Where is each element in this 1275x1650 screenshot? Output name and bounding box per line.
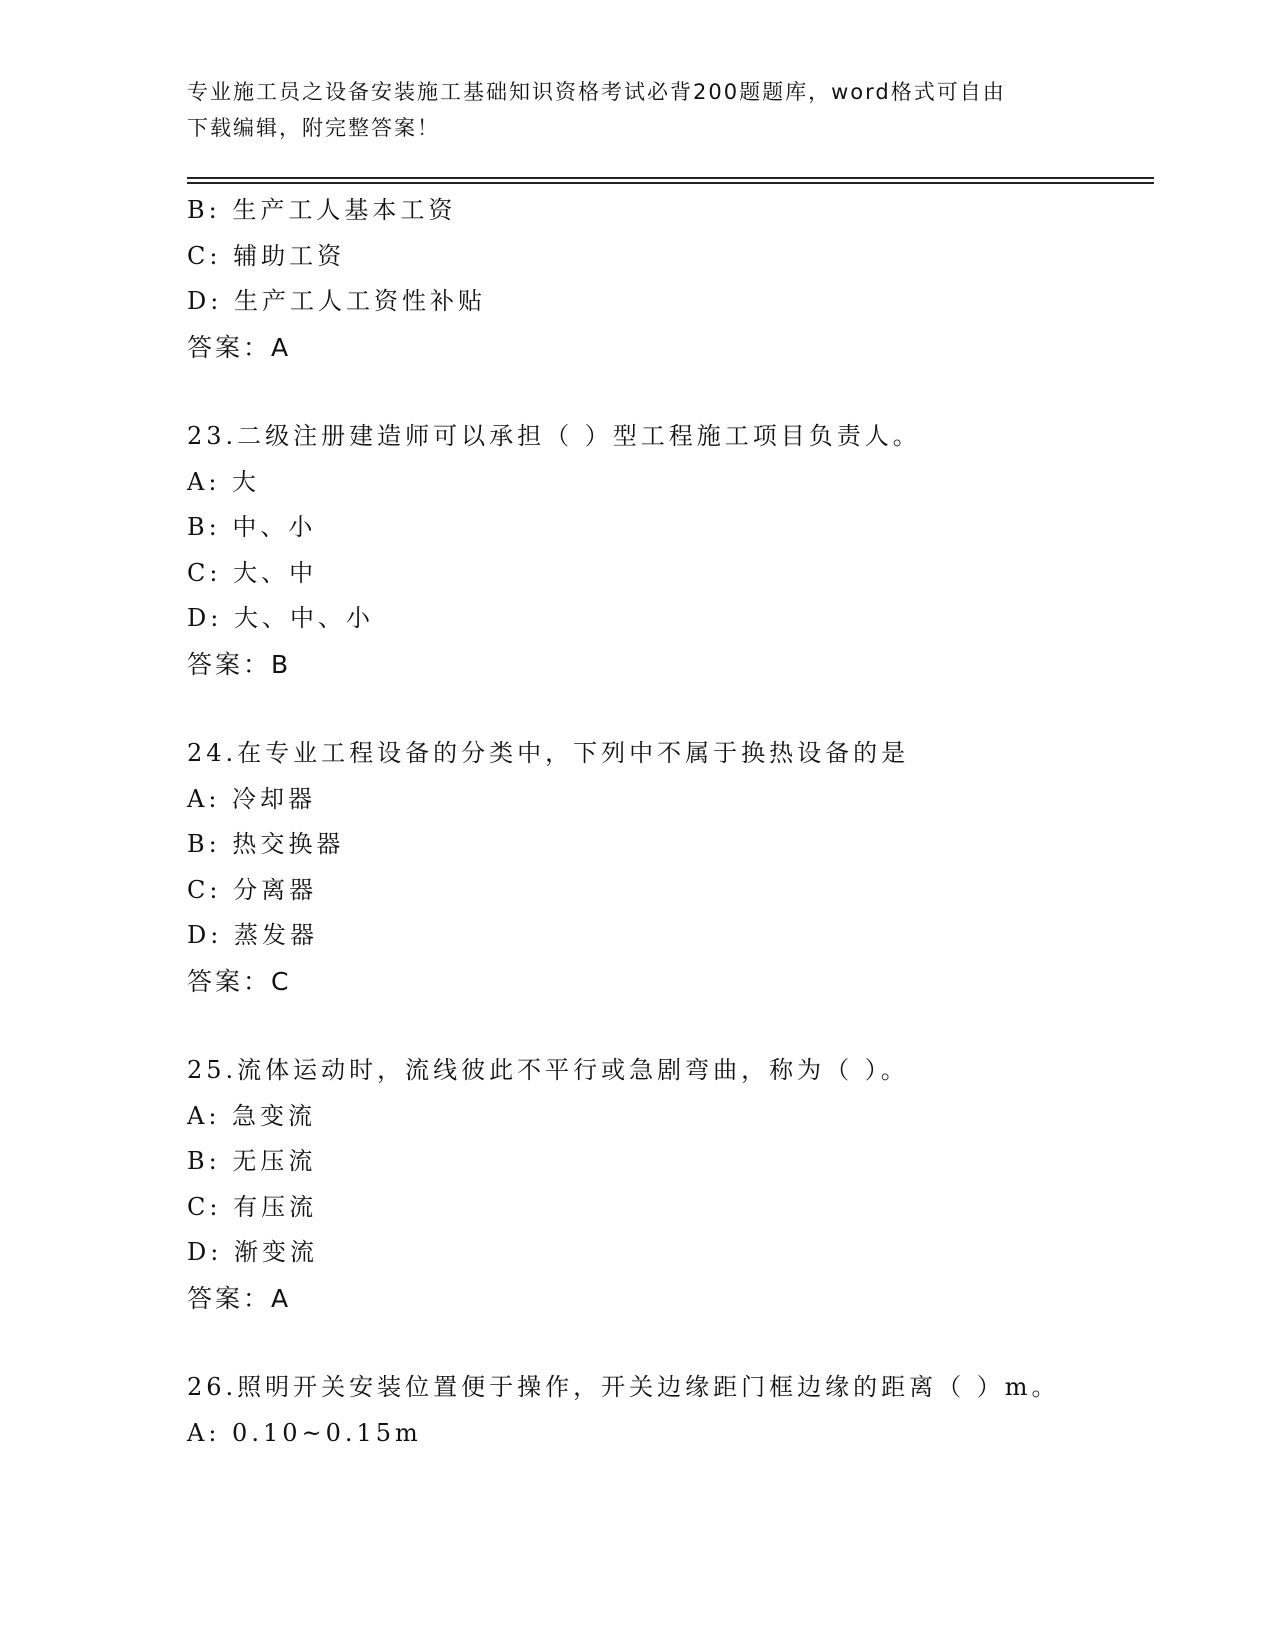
option-c: C: 有压流 (187, 1192, 318, 1221)
header-divider-top (187, 177, 1154, 179)
option-a: A: 急变流 (187, 1101, 317, 1130)
option-c: C: 辅助工资 (187, 241, 346, 270)
option-a: A: 冷却器 (187, 784, 317, 813)
option-b: B: 中、小 (187, 513, 317, 541)
question-text: 24.在专业工程设备的分类中，下列中不属于换热设备的是 (187, 739, 910, 767)
option-b: B: 无压流 (187, 1147, 317, 1175)
answer-line: 答案：A (187, 332, 292, 362)
question-list (187, 188, 1147, 1456)
answer-line: 答案：A (187, 1283, 292, 1313)
option-b: B: 热交换器 (187, 830, 345, 858)
option-a: A: 0.10~0.15m (187, 1418, 422, 1447)
answer-line: 答案：B (187, 649, 292, 679)
question-24 (187, 731, 1147, 1004)
question-23 (187, 414, 1147, 687)
option-c: C: 分离器 (187, 875, 318, 904)
question-25 (187, 1048, 1147, 1321)
answer-line: 答案：C (187, 966, 292, 996)
document-header (187, 74, 1087, 146)
option-a: A: 大 (187, 467, 261, 496)
header-line-1: 专业施工员之设备安装施工基础知识资格考试必背200题题库，word格式可自由 (187, 80, 1006, 104)
question-text: 26.照明开关安装位置便于操作，开关边缘距门框边缘的距离（ ）m。 (187, 1373, 1060, 1401)
option-c: C: 大、中 (187, 558, 318, 587)
question-text: 25.流体运动时，流线彼此不平行或急剧弯曲，称为（ ）。 (187, 1056, 909, 1084)
option-d: D: 蒸发器 (187, 921, 318, 949)
header-divider-bottom (187, 182, 1154, 184)
option-d: D: 生产工人工资性补贴 (187, 287, 486, 315)
option-b: B: 生产工人基本工资 (187, 196, 457, 224)
question-22-continued (187, 188, 1147, 370)
question-text: 23.二级注册建造师可以承担（ ）型工程施工项目负责人。 (187, 422, 921, 450)
option-d: D: 渐变流 (187, 1238, 318, 1266)
header-line-2: 下载编辑，附完整答案！ (187, 116, 440, 140)
question-26 (187, 1365, 1147, 1456)
option-d: D: 大、中、小 (187, 604, 374, 632)
